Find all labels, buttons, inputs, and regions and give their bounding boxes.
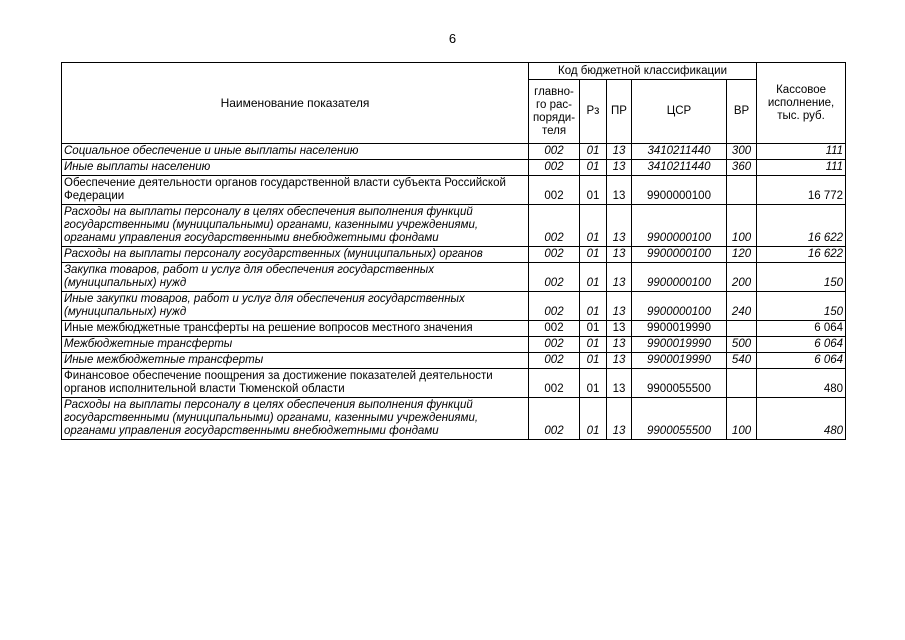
row-grbs: 002: [529, 292, 580, 321]
row-csr: 9900000100: [632, 205, 727, 247]
row-csr: 9900055500: [632, 369, 727, 398]
header-name: Наименование показателя: [62, 63, 529, 144]
row-vr: 100: [727, 205, 757, 247]
row-name: Иные межбюджетные трансферты на решение вопросов местного значения: [62, 321, 529, 337]
row-vr: [727, 369, 757, 398]
row-rz: 01: [580, 321, 607, 337]
table-row: [62, 160, 846, 176]
row-grbs: 002: [529, 205, 580, 247]
row-name: Иные межбюджетные трансферты: [62, 353, 529, 369]
table-row: [62, 369, 846, 398]
row-pr: 13: [607, 337, 632, 353]
row-grbs: 002: [529, 337, 580, 353]
page-number: 6: [448, 31, 457, 46]
row-rz: 01: [580, 292, 607, 321]
table-body: [62, 144, 846, 440]
row-sum: 16 772: [757, 176, 846, 205]
row-csr: 9900055500: [632, 398, 727, 440]
row-name: Расходы на выплаты персоналу в целях обеспечения выполнения функций государственными (муниципальными) органами, казенными учреждениями, органами управления государственными внебюджетными фондами: [62, 398, 529, 440]
row-vr: 120: [727, 247, 757, 263]
row-sum: 150: [757, 263, 846, 292]
row-rz: 01: [580, 176, 607, 205]
row-sum: 6 064: [757, 337, 846, 353]
row-pr: 13: [607, 369, 632, 398]
row-csr: 9900000100: [632, 176, 727, 205]
row-grbs: 002: [529, 160, 580, 176]
row-name: Иные выплаты населению: [62, 160, 529, 176]
row-csr: 9900000100: [632, 292, 727, 321]
row-name: Расходы на выплаты персоналу государственных (муниципальных) органов: [62, 247, 529, 263]
row-pr: 13: [607, 205, 632, 247]
row-grbs: 002: [529, 263, 580, 292]
row-vr: 540: [727, 353, 757, 369]
row-name: Закупка товаров, работ и услуг для обеспечения государственных (муниципальных) нужд: [62, 263, 529, 292]
row-grbs: 002: [529, 247, 580, 263]
row-name: Социальное обеспечение и иные выплаты населению: [62, 144, 529, 160]
header-code-group: Код бюджетной классификации: [529, 63, 757, 80]
row-vr: 300: [727, 144, 757, 160]
row-sum: 6 064: [757, 353, 846, 369]
table-row: [62, 353, 846, 369]
row-pr: 13: [607, 160, 632, 176]
header-grbs: главно-го рас-поряди-теля: [529, 80, 580, 144]
row-sum: 111: [757, 144, 846, 160]
row-csr: 3410211440: [632, 160, 727, 176]
row-vr: 240: [727, 292, 757, 321]
row-grbs: 002: [529, 353, 580, 369]
row-rz: 01: [580, 369, 607, 398]
row-sum: 480: [757, 398, 846, 440]
row-pr: 13: [607, 292, 632, 321]
header-sum: Кассовое исполнение, тыс. руб.: [757, 63, 846, 144]
row-grbs: 002: [529, 176, 580, 205]
row-sum: 6 064: [757, 321, 846, 337]
row-rz: 01: [580, 337, 607, 353]
row-vr: 360: [727, 160, 757, 176]
row-grbs: 002: [529, 144, 580, 160]
table-row: [62, 398, 846, 440]
table-row: [62, 292, 846, 321]
row-name: Обеспечение деятельности органов государственной власти субъекта Российской Федерации: [62, 176, 529, 205]
row-vr: [727, 176, 757, 205]
table-row: [62, 144, 846, 160]
row-rz: 01: [580, 263, 607, 292]
header-csr: ЦСР: [632, 80, 727, 144]
row-pr: 13: [607, 144, 632, 160]
row-sum: 16 622: [757, 205, 846, 247]
row-rz: 01: [580, 205, 607, 247]
header-vr: ВР: [727, 80, 757, 144]
row-rz: 01: [580, 160, 607, 176]
row-pr: 13: [607, 398, 632, 440]
row-pr: 13: [607, 353, 632, 369]
table-row: [62, 247, 846, 263]
row-csr: 9900019990: [632, 337, 727, 353]
row-csr: 3410211440: [632, 144, 727, 160]
row-grbs: 002: [529, 398, 580, 440]
row-pr: 13: [607, 321, 632, 337]
table-row: [62, 205, 846, 247]
row-name: Межбюджетные трансферты: [62, 337, 529, 353]
row-name: Финансовое обеспечение поощрения за достижение показателей деятельности органов исполнительной власти Тюменской области: [62, 369, 529, 398]
row-vr: [727, 321, 757, 337]
row-pr: 13: [607, 176, 632, 205]
row-vr: 100: [727, 398, 757, 440]
row-vr: 500: [727, 337, 757, 353]
row-pr: 13: [607, 263, 632, 292]
table-row: [62, 176, 846, 205]
row-sum: 480: [757, 369, 846, 398]
row-sum: 16 622: [757, 247, 846, 263]
row-name: Расходы на выплаты персоналу в целях обеспечения выполнения функций государственными (муниципальными) органами, казенными учреждениями, органами управления государственными внебюджетными фондами: [62, 205, 529, 247]
row-sum: 150: [757, 292, 846, 321]
row-rz: 01: [580, 247, 607, 263]
row-csr: 9900019990: [632, 321, 727, 337]
row-csr: 9900000100: [632, 247, 727, 263]
row-rz: 01: [580, 144, 607, 160]
header-rz: Рз: [580, 80, 607, 144]
row-grbs: 002: [529, 369, 580, 398]
row-rz: 01: [580, 353, 607, 369]
row-csr: 9900019990: [632, 353, 727, 369]
row-sum: 111: [757, 160, 846, 176]
budget-table: [61, 62, 846, 440]
table-row: [62, 263, 846, 292]
row-rz: 01: [580, 398, 607, 440]
row-grbs: 002: [529, 321, 580, 337]
row-vr: 200: [727, 263, 757, 292]
header-pr: ПР: [607, 80, 632, 144]
row-csr: 9900000100: [632, 263, 727, 292]
table-row: [62, 337, 846, 353]
row-pr: 13: [607, 247, 632, 263]
table-row: [62, 321, 846, 337]
row-name: Иные закупки товаров, работ и услуг для обеспечения государственных (муниципальных) нужд: [62, 292, 529, 321]
